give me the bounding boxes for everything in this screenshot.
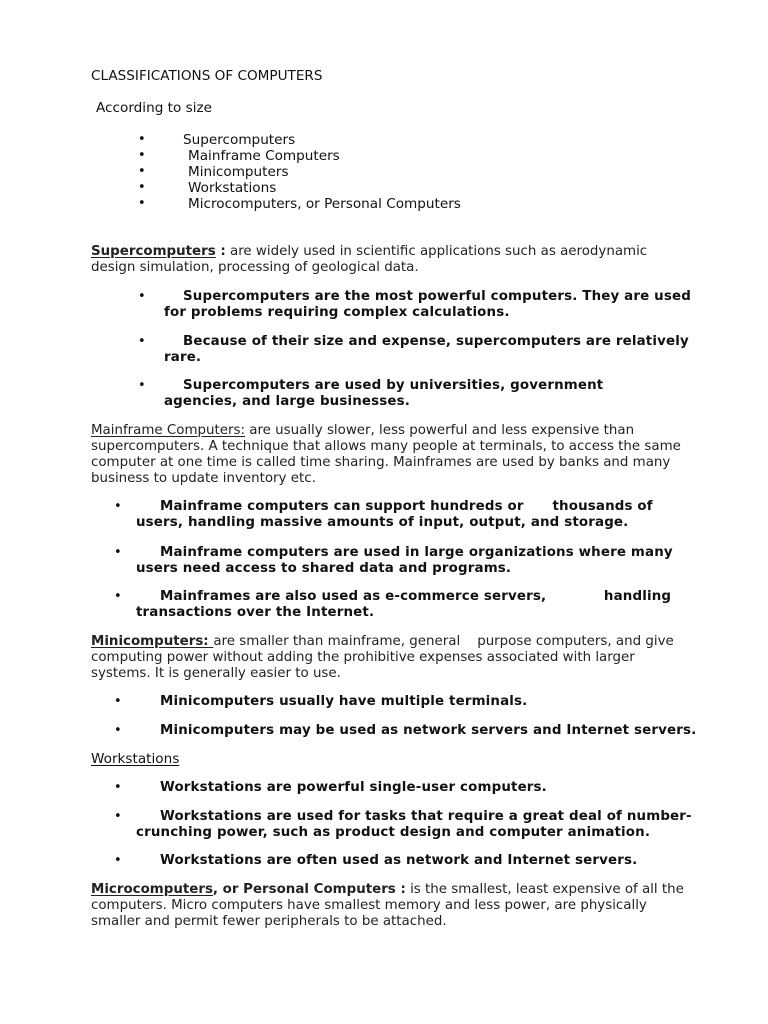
mainframe-intro-line-1 xyxy=(91,423,634,439)
bullet: • xyxy=(138,378,146,393)
supercomputers-intro-line-2: design simulation, processing of geological data. xyxy=(91,260,419,275)
heading-colon: : xyxy=(215,244,226,259)
intro-text: is the smallest, least expensive of all the xyxy=(405,882,684,897)
bullet: • xyxy=(138,180,146,195)
list-item: Mainframe Computers xyxy=(188,148,340,164)
bullet: • xyxy=(138,196,146,211)
workstations-point-2-cont: crunching power, such as product design and computer animation. xyxy=(136,825,651,840)
minicomputers-intro-line-3: systems. It is generally easier to use. xyxy=(91,666,341,681)
bullet: • xyxy=(138,289,146,304)
minicomputers-intro-line-2: computing power without adding the prohibitive expenses associated with larger xyxy=(91,650,635,665)
workstations-point-1: Workstations are powerful single-user computers. xyxy=(160,780,547,795)
supercomputers-point-3-cont: agencies, and large businesses. xyxy=(164,394,410,409)
bullet: • xyxy=(138,132,146,147)
mainframe-point-3-cont: transactions over the Internet. xyxy=(136,605,375,620)
minicomputers-intro-line-1 xyxy=(91,634,674,650)
supercomputers-point-1-cont: for problems requiring complex calculations. xyxy=(164,305,510,320)
mainframe-point-2: Mainframe computers are used in large organizations where many xyxy=(160,545,673,560)
mainframe-point-2-cont: users need access to shared data and programs. xyxy=(136,561,512,576)
supercomputers-point-2: Because of their size and expense, supercomputers are relatively xyxy=(183,334,689,349)
mainframe-intro-line-3: computer at one time is called time sharing. Mainframes are used by banks and many xyxy=(91,455,671,470)
workstations-heading: Workstations xyxy=(91,751,180,767)
supercomputers-point-2-cont: rare. xyxy=(164,350,202,365)
microcomputers-heading-rest: , or Personal Computers : xyxy=(212,882,406,897)
supercomputers-point-3: Supercomputers are used by universities, government xyxy=(183,378,604,393)
bullet: • xyxy=(138,148,146,163)
list-item: Workstations xyxy=(188,180,277,196)
document-title: CLASSIFICATIONS OF COMPUTERS xyxy=(91,68,323,84)
intro-text: are usually slower, less powerful and less expensive than xyxy=(245,423,635,438)
minicomputers-point-1: Minicomputers usually have multiple terminals. xyxy=(160,694,528,709)
microcomputers-intro-line-3: smaller and permit fewer peripherals to be attached. xyxy=(91,914,447,929)
bullet: • xyxy=(114,853,122,868)
mainframe-point-1-cont: users, handling massive amounts of input, output, and storage. xyxy=(136,515,629,530)
bullet: • xyxy=(114,499,122,514)
minicomputers-heading: Minicomputers: xyxy=(91,634,214,649)
microcomputers-heading: Microcomputers xyxy=(91,882,213,897)
mainframe-point-3: Mainframes are also used as e-commerce servers, handling xyxy=(160,589,672,604)
mainframe-point-1: Mainframe computers can support hundreds or thousands of xyxy=(160,499,653,514)
workstations-point-2: Workstations are used for tasks that require a great deal of number- xyxy=(160,809,692,824)
mainframe-intro-line-4: business to update inventory etc. xyxy=(91,471,316,486)
mainframe-heading: Mainframe Computers: xyxy=(91,423,245,438)
microcomputers-intro-line-1 xyxy=(91,882,684,898)
bullet: • xyxy=(114,589,122,604)
list-item: Minicomputers xyxy=(188,164,289,180)
intro-text: are smaller than mainframe, general purpose computers, and give xyxy=(213,634,674,649)
bullet: • xyxy=(114,809,122,824)
size-heading: According to size xyxy=(96,100,212,116)
list-item: Supercomputers xyxy=(183,132,296,148)
list-item: Microcomputers, or Personal Computers xyxy=(188,196,461,212)
supercomputers-heading: Supercomputers xyxy=(91,244,216,259)
bullet: • xyxy=(114,545,122,560)
microcomputers-intro-line-2: computers. Micro computers have smallest memory and less power, are physically xyxy=(91,898,647,913)
workstations-point-3: Workstations are often used as network and Internet servers. xyxy=(160,853,638,868)
supercomputers-intro-line-1 xyxy=(91,244,647,260)
bullet: • xyxy=(114,780,122,795)
supercomputers-point-1: Supercomputers are the most powerful computers. They are used xyxy=(183,289,691,304)
mainframe-intro-line-2: supercomputers. A technique that allows many people at terminals, to access the same xyxy=(91,439,681,454)
minicomputers-point-2: Minicomputers may be used as network servers and Internet servers. xyxy=(160,723,697,738)
intro-text: are widely used in scientific applications such as aerodynamic xyxy=(225,244,648,259)
bullet: • xyxy=(114,723,122,738)
bullet: • xyxy=(138,334,146,349)
bullet: • xyxy=(138,164,146,179)
bullet: • xyxy=(114,694,122,709)
